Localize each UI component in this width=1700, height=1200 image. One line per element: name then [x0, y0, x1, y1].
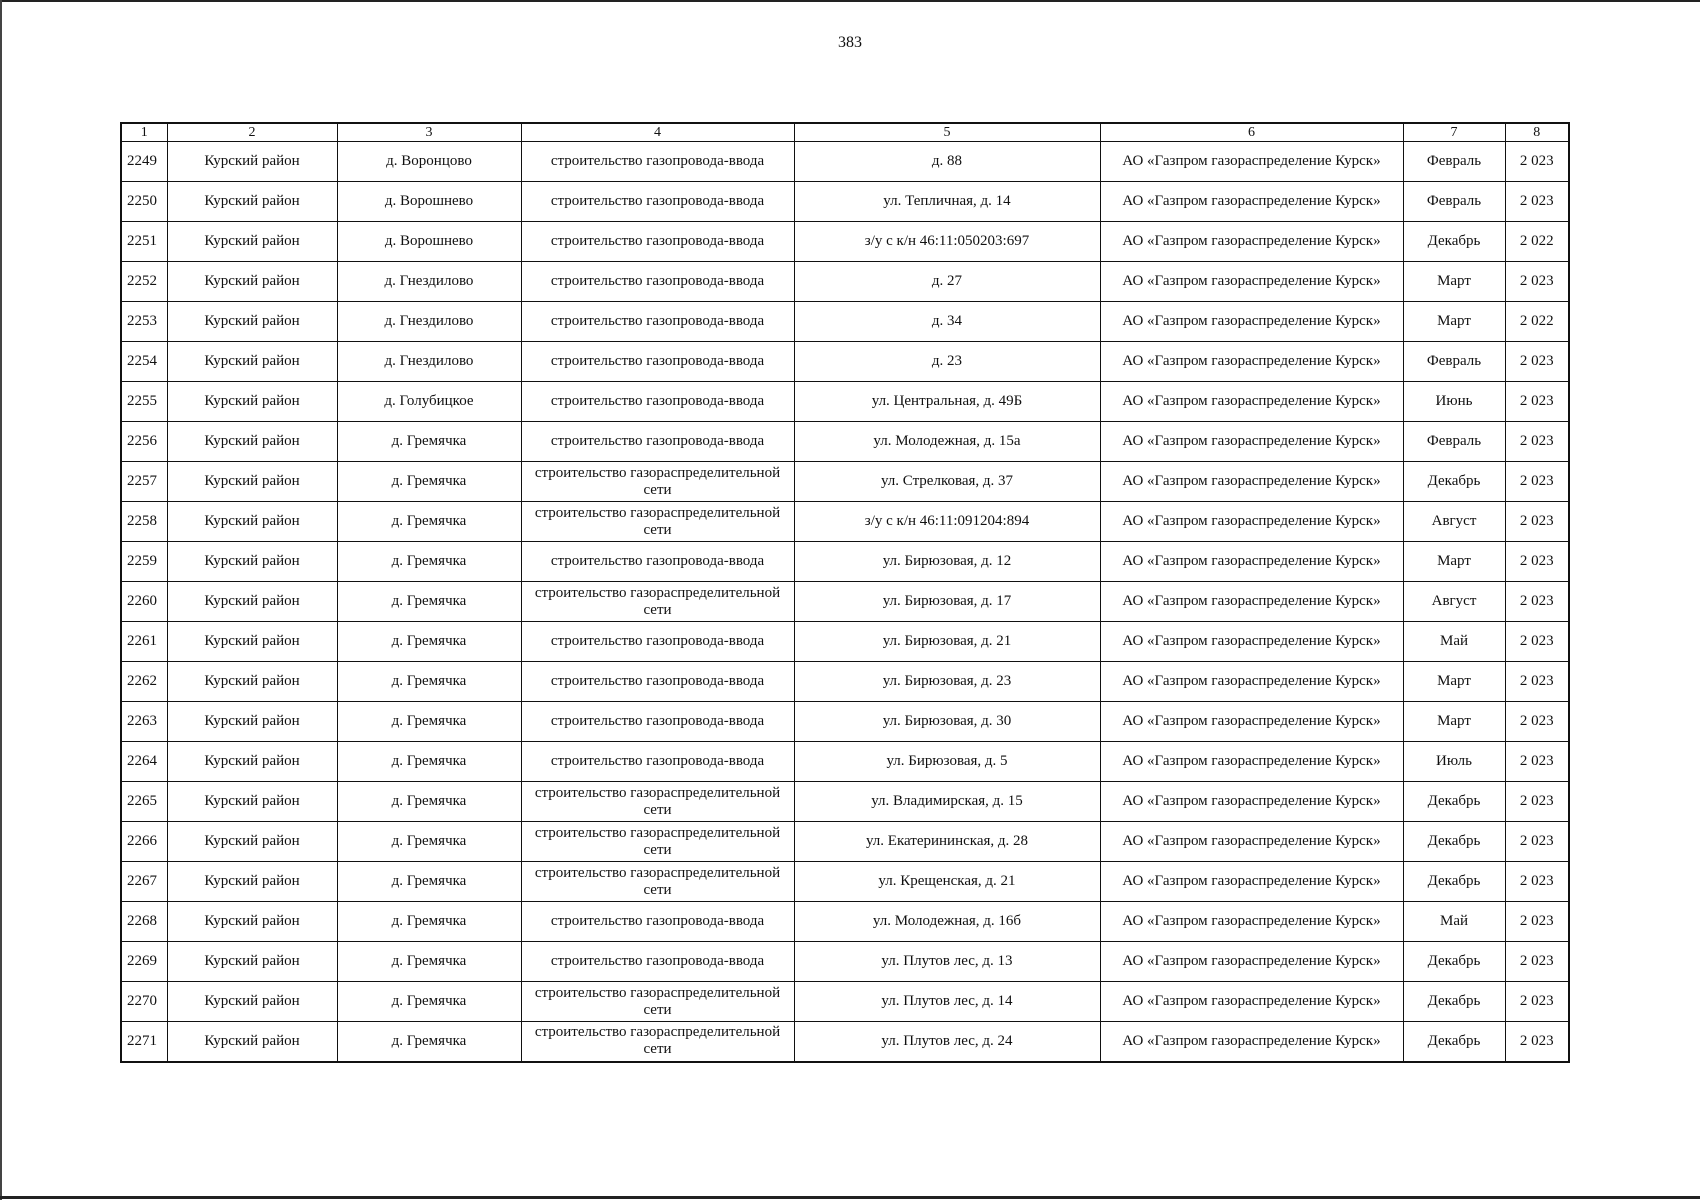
year-cell: 2 023 — [1505, 822, 1569, 862]
page-number: 383 — [838, 34, 862, 51]
column-header: 8 — [1505, 123, 1569, 142]
organization-cell: АО «Газпром газораспределение Курск» — [1100, 302, 1403, 342]
work-type-cell: строительство газораспределительной сети — [521, 462, 794, 502]
organization-cell: АО «Газпром газораспределение Курск» — [1100, 822, 1403, 862]
year-cell: 2 023 — [1505, 382, 1569, 422]
month-cell: Февраль — [1403, 182, 1505, 222]
month-cell: Декабрь — [1403, 462, 1505, 502]
year-cell: 2 023 — [1505, 582, 1569, 622]
year-cell: 2 023 — [1505, 1022, 1569, 1062]
row-number-cell: 2258 — [121, 502, 167, 542]
year-cell: 2 023 — [1505, 502, 1569, 542]
work-type-cell: строительство газопровода-ввода — [521, 622, 794, 662]
month-cell: Март — [1403, 542, 1505, 582]
year-cell: 2 023 — [1505, 422, 1569, 462]
organization-cell: АО «Газпром газораспределение Курск» — [1100, 462, 1403, 502]
address-cell: ул. Тепличная, д. 14 — [794, 182, 1100, 222]
organization-cell: АО «Газпром газораспределение Курск» — [1100, 182, 1403, 222]
organization-cell: АО «Газпром газораспределение Курск» — [1100, 582, 1403, 622]
address-cell: ул. Центральная, д. 49Б — [794, 382, 1100, 422]
work-type-cell: строительство газопровода-ввода — [521, 142, 794, 182]
organization-cell: АО «Газпром газораспределение Курск» — [1100, 342, 1403, 382]
address-cell: з/у с к/н 46:11:050203:697 — [794, 222, 1100, 262]
month-cell: Июль — [1403, 742, 1505, 782]
work-type-cell: строительство газопровода-ввода — [521, 182, 794, 222]
year-cell: 2 023 — [1505, 742, 1569, 782]
district-cell: Курский район — [167, 862, 337, 902]
month-cell: Май — [1403, 902, 1505, 942]
column-header: 1 — [121, 123, 167, 142]
address-cell: ул. Бирюзовая, д. 23 — [794, 662, 1100, 702]
address-cell: д. 88 — [794, 142, 1100, 182]
settlement-cell: д. Гремячка — [337, 582, 521, 622]
organization-cell: АО «Газпром газораспределение Курск» — [1100, 982, 1403, 1022]
address-cell: ул. Молодежная, д. 15а — [794, 422, 1100, 462]
work-type-cell: строительство газопровода-ввода — [521, 342, 794, 382]
settlement-cell: д. Гремячка — [337, 662, 521, 702]
district-cell: Курский район — [167, 262, 337, 302]
work-type-cell: строительство газораспределительной сети — [521, 862, 794, 902]
settlement-cell: д. Гремячка — [337, 822, 521, 862]
settlement-cell: д. Гремячка — [337, 902, 521, 942]
settlement-cell: д. Гремячка — [337, 862, 521, 902]
organization-cell: АО «Газпром газораспределение Курск» — [1100, 742, 1403, 782]
month-cell: Февраль — [1403, 342, 1505, 382]
table-row — [121, 302, 1569, 342]
organization-cell: АО «Газпром газораспределение Курск» — [1100, 262, 1403, 302]
scan-border-bottom — [0, 1196, 1700, 1199]
district-cell: Курский район — [167, 342, 337, 382]
table-row — [121, 502, 1569, 542]
district-cell: Курский район — [167, 502, 337, 542]
district-cell: Курский район — [167, 422, 337, 462]
address-cell: ул. Плутов лес, д. 14 — [794, 982, 1100, 1022]
year-cell: 2 023 — [1505, 622, 1569, 662]
district-cell: Курский район — [167, 742, 337, 782]
row-number-cell: 2260 — [121, 582, 167, 622]
year-cell: 2 023 — [1505, 182, 1569, 222]
month-cell: Декабрь — [1403, 862, 1505, 902]
district-cell: Курский район — [167, 142, 337, 182]
organization-cell: АО «Газпром газораспределение Курск» — [1100, 1022, 1403, 1062]
address-cell: ул. Бирюзовая, д. 30 — [794, 702, 1100, 742]
table-row — [121, 982, 1569, 1022]
month-cell: Март — [1403, 702, 1505, 742]
settlement-cell: д. Воронцово — [337, 142, 521, 182]
work-type-cell: строительство газопровода-ввода — [521, 422, 794, 462]
district-cell: Курский район — [167, 702, 337, 742]
row-number-cell: 2269 — [121, 942, 167, 982]
table-row — [121, 542, 1569, 582]
organization-cell: АО «Газпром газораспределение Курск» — [1100, 422, 1403, 462]
address-cell: ул. Плутов лес, д. 13 — [794, 942, 1100, 982]
settlement-cell: д. Гремячка — [337, 502, 521, 542]
organization-cell: АО «Газпром газораспределение Курск» — [1100, 382, 1403, 422]
district-cell: Курский район — [167, 942, 337, 982]
row-number-cell: 2257 — [121, 462, 167, 502]
column-header: 6 — [1100, 123, 1403, 142]
settlement-cell: д. Гремячка — [337, 782, 521, 822]
table-row — [121, 142, 1569, 182]
column-header: 4 — [521, 123, 794, 142]
address-cell: ул. Крещенская, д. 21 — [794, 862, 1100, 902]
month-cell: Март — [1403, 302, 1505, 342]
work-type-cell: строительство газопровода-ввода — [521, 382, 794, 422]
settlement-cell: д. Голубицкое — [337, 382, 521, 422]
year-cell: 2 023 — [1505, 702, 1569, 742]
row-number-cell: 2271 — [121, 1022, 167, 1062]
organization-cell: АО «Газпром газораспределение Курск» — [1100, 862, 1403, 902]
row-number-cell: 2251 — [121, 222, 167, 262]
row-number-cell: 2254 — [121, 342, 167, 382]
row-number-cell: 2265 — [121, 782, 167, 822]
year-cell: 2 023 — [1505, 262, 1569, 302]
table-row — [121, 342, 1569, 382]
scan-border-top — [0, 0, 1700, 2]
month-cell: Июнь — [1403, 382, 1505, 422]
settlement-cell: д. Гнездилово — [337, 262, 521, 302]
row-number-cell: 2264 — [121, 742, 167, 782]
month-cell: Август — [1403, 582, 1505, 622]
settlement-cell: д. Ворошнево — [337, 182, 521, 222]
table-row — [121, 942, 1569, 982]
work-type-cell: строительство газопровода-ввода — [521, 702, 794, 742]
year-cell: 2 023 — [1505, 902, 1569, 942]
settlement-cell: д. Гремячка — [337, 622, 521, 662]
work-type-cell: строительство газопровода-ввода — [521, 662, 794, 702]
year-cell: 2 022 — [1505, 302, 1569, 342]
district-cell: Курский район — [167, 542, 337, 582]
settlement-cell: д. Гремячка — [337, 702, 521, 742]
row-number-cell: 2259 — [121, 542, 167, 582]
work-type-cell: строительство газораспределительной сети — [521, 582, 794, 622]
table-row — [121, 622, 1569, 662]
table-row — [121, 422, 1569, 462]
work-type-cell: строительство газопровода-ввода — [521, 942, 794, 982]
work-type-cell: строительство газопровода-ввода — [521, 302, 794, 342]
district-cell: Курский район — [167, 1022, 337, 1062]
month-cell: Декабрь — [1403, 782, 1505, 822]
table-row — [121, 462, 1569, 502]
address-cell: ул. Екатерининская, д. 28 — [794, 822, 1100, 862]
settlement-cell: д. Гнездилово — [337, 302, 521, 342]
row-number-cell: 2268 — [121, 902, 167, 942]
organization-cell: АО «Газпром газораспределение Курск» — [1100, 542, 1403, 582]
settlement-cell: д. Гремячка — [337, 982, 521, 1022]
column-header: 7 — [1403, 123, 1505, 142]
table-row — [121, 782, 1569, 822]
settlement-cell: д. Гремячка — [337, 462, 521, 502]
year-cell: 2 022 — [1505, 222, 1569, 262]
row-number-cell: 2263 — [121, 702, 167, 742]
settlement-cell: д. Гнездилово — [337, 342, 521, 382]
settlement-cell: д. Гремячка — [337, 742, 521, 782]
address-cell: д. 34 — [794, 302, 1100, 342]
organization-cell: АО «Газпром газораспределение Курск» — [1100, 622, 1403, 662]
month-cell: Август — [1403, 502, 1505, 542]
address-cell: д. 23 — [794, 342, 1100, 382]
address-cell: ул. Владимирская, д. 15 — [794, 782, 1100, 822]
header-row — [121, 123, 1569, 142]
district-cell: Курский район — [167, 462, 337, 502]
row-number-cell: 2253 — [121, 302, 167, 342]
row-number-cell: 2249 — [121, 142, 167, 182]
row-number-cell: 2266 — [121, 822, 167, 862]
organization-cell: АО «Газпром газораспределение Курск» — [1100, 782, 1403, 822]
settlement-cell: д. Ворошнево — [337, 222, 521, 262]
column-header: 3 — [337, 123, 521, 142]
work-type-cell: строительство газопровода-ввода — [521, 222, 794, 262]
address-cell: ул. Бирюзовая, д. 21 — [794, 622, 1100, 662]
table-row — [121, 662, 1569, 702]
table-row — [121, 862, 1569, 902]
work-type-cell: строительство газораспределительной сети — [521, 502, 794, 542]
organization-cell: АО «Газпром газораспределение Курск» — [1100, 702, 1403, 742]
register-table — [120, 122, 1570, 1063]
row-number-cell: 2270 — [121, 982, 167, 1022]
month-cell: Декабрь — [1403, 822, 1505, 862]
table-row — [121, 702, 1569, 742]
month-cell: Декабрь — [1403, 1022, 1505, 1062]
district-cell: Курский район — [167, 582, 337, 622]
row-number-cell: 2255 — [121, 382, 167, 422]
address-cell: ул. Плутов лес, д. 24 — [794, 1022, 1100, 1062]
table-row — [121, 182, 1569, 222]
organization-cell: АО «Газпром газораспределение Курск» — [1100, 222, 1403, 262]
work-type-cell: строительство газораспределительной сети — [521, 782, 794, 822]
address-cell: ул. Бирюзовая, д. 5 — [794, 742, 1100, 782]
district-cell: Курский район — [167, 222, 337, 262]
district-cell: Курский район — [167, 622, 337, 662]
address-cell: д. 27 — [794, 262, 1100, 302]
month-cell: Декабрь — [1403, 942, 1505, 982]
district-cell: Курский район — [167, 902, 337, 942]
work-type-cell: строительство газораспределительной сети — [521, 982, 794, 1022]
district-cell: Курский район — [167, 982, 337, 1022]
address-cell: ул. Стрелковая, д. 37 — [794, 462, 1100, 502]
table-row — [121, 222, 1569, 262]
year-cell: 2 023 — [1505, 982, 1569, 1022]
settlement-cell: д. Гремячка — [337, 542, 521, 582]
month-cell: Февраль — [1403, 142, 1505, 182]
organization-cell: АО «Газпром газораспределение Курск» — [1100, 142, 1403, 182]
column-header: 2 — [167, 123, 337, 142]
work-type-cell: строительство газопровода-ввода — [521, 542, 794, 582]
settlement-cell: д. Гремячка — [337, 1022, 521, 1062]
year-cell: 2 023 — [1505, 342, 1569, 382]
row-number-cell: 2267 — [121, 862, 167, 902]
year-cell: 2 023 — [1505, 942, 1569, 982]
table-row — [121, 902, 1569, 942]
column-header: 5 — [794, 123, 1100, 142]
scan-border-left — [0, 0, 2, 1200]
month-cell: Март — [1403, 262, 1505, 302]
year-cell: 2 023 — [1505, 862, 1569, 902]
district-cell: Курский район — [167, 382, 337, 422]
work-type-cell: строительство газопровода-ввода — [521, 742, 794, 782]
district-cell: Курский район — [167, 782, 337, 822]
row-number-cell: 2256 — [121, 422, 167, 462]
settlement-cell: д. Гремячка — [337, 942, 521, 982]
district-cell: Курский район — [167, 182, 337, 222]
work-type-cell: строительство газораспределительной сети — [521, 1022, 794, 1062]
table-row — [121, 742, 1569, 782]
month-cell: Декабрь — [1403, 982, 1505, 1022]
address-cell: ул. Молодежная, д. 16б — [794, 902, 1100, 942]
work-type-cell: строительство газопровода-ввода — [521, 262, 794, 302]
year-cell: 2 023 — [1505, 462, 1569, 502]
month-cell: Март — [1403, 662, 1505, 702]
table-body — [121, 142, 1569, 1062]
work-type-cell: строительство газопровода-ввода — [521, 902, 794, 942]
row-number-cell: 2252 — [121, 262, 167, 302]
organization-cell: АО «Газпром газораспределение Курск» — [1100, 902, 1403, 942]
table-row — [121, 382, 1569, 422]
table-row — [121, 1022, 1569, 1062]
organization-cell: АО «Газпром газораспределение Курск» — [1100, 662, 1403, 702]
address-cell: ул. Бирюзовая, д. 17 — [794, 582, 1100, 622]
year-cell: 2 023 — [1505, 782, 1569, 822]
district-cell: Курский район — [167, 662, 337, 702]
table-row — [121, 262, 1569, 302]
settlement-cell: д. Гремячка — [337, 422, 521, 462]
organization-cell: АО «Газпром газораспределение Курск» — [1100, 942, 1403, 982]
table-row — [121, 822, 1569, 862]
table-row — [121, 582, 1569, 622]
district-cell: Курский район — [167, 822, 337, 862]
work-type-cell: строительство газораспределительной сети — [521, 822, 794, 862]
address-cell: з/у с к/н 46:11:091204:894 — [794, 502, 1100, 542]
year-cell: 2 023 — [1505, 142, 1569, 182]
month-cell: Декабрь — [1403, 222, 1505, 262]
organization-cell: АО «Газпром газораспределение Курск» — [1100, 502, 1403, 542]
month-cell: Февраль — [1403, 422, 1505, 462]
row-number-cell: 2262 — [121, 662, 167, 702]
month-cell: Май — [1403, 622, 1505, 662]
row-number-cell: 2250 — [121, 182, 167, 222]
year-cell: 2 023 — [1505, 662, 1569, 702]
year-cell: 2 023 — [1505, 542, 1569, 582]
district-cell: Курский район — [167, 302, 337, 342]
row-number-cell: 2261 — [121, 622, 167, 662]
address-cell: ул. Бирюзовая, д. 12 — [794, 542, 1100, 582]
